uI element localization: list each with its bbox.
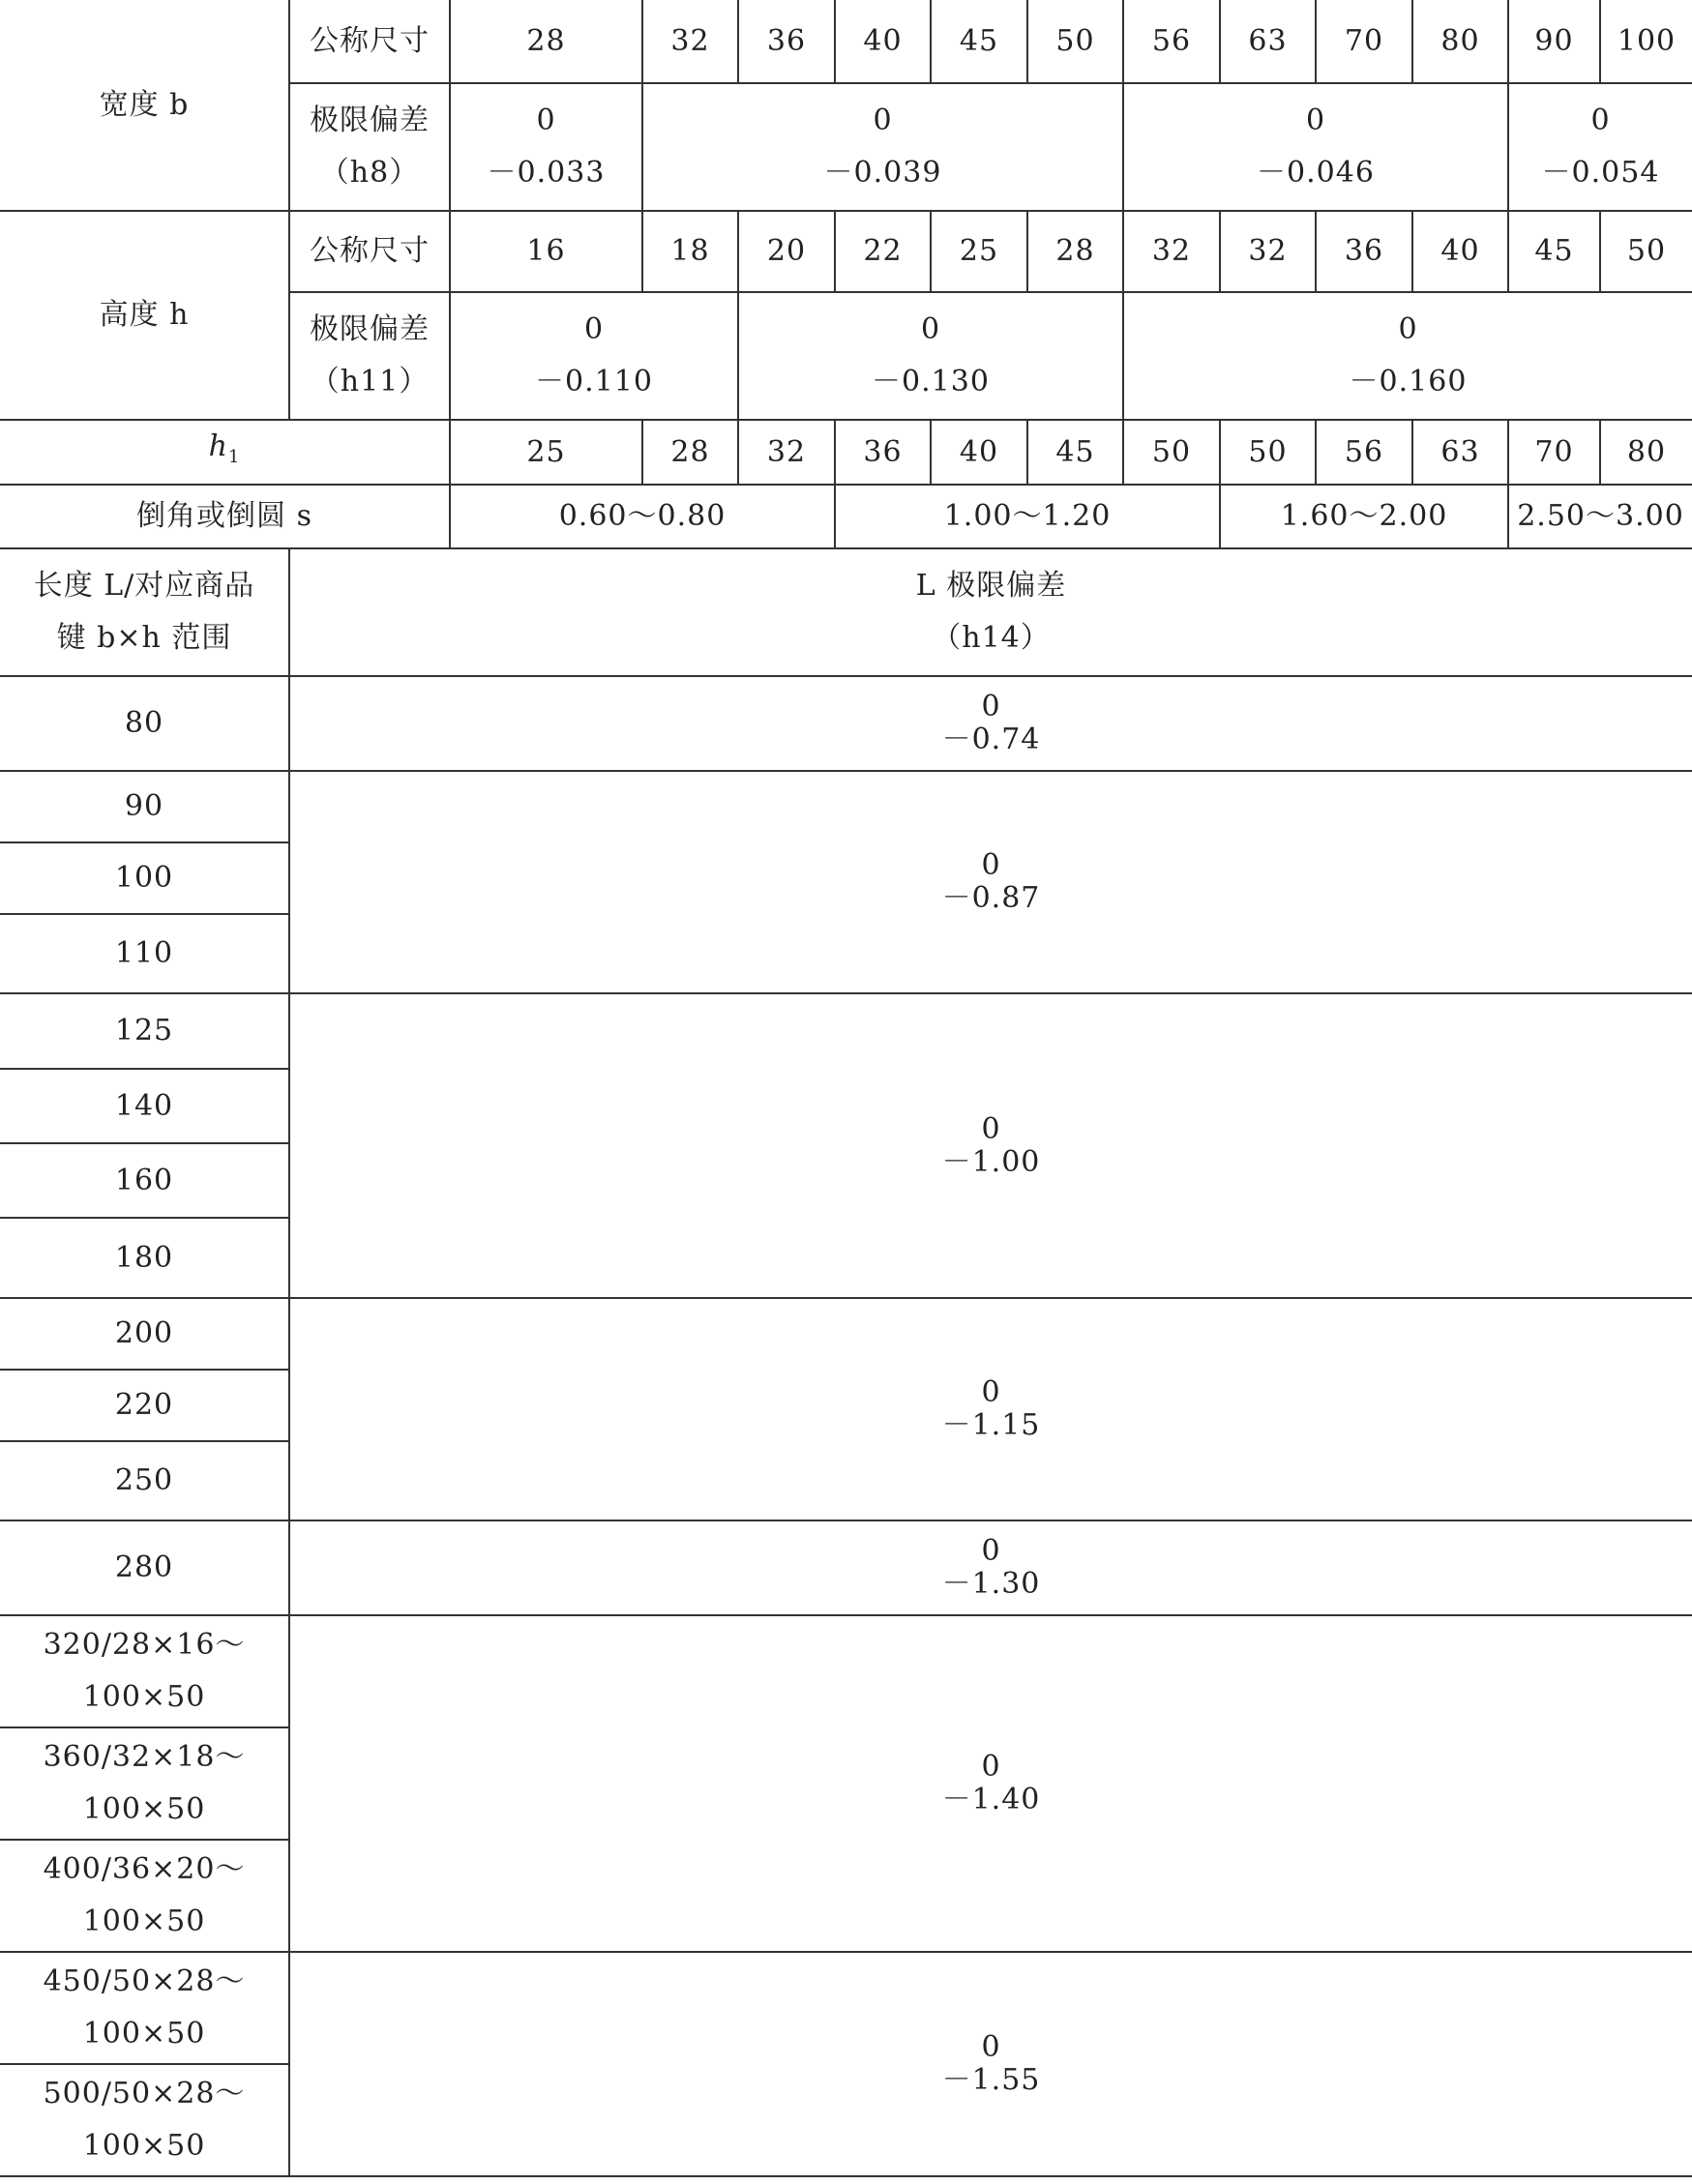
width-nominal-value: 80 xyxy=(1412,0,1508,83)
height-nominal-value: 40 xyxy=(1412,211,1508,292)
length-groups xyxy=(0,676,1692,2176)
length-value: 100 xyxy=(0,842,289,914)
h1-value: 25 xyxy=(450,420,642,485)
length-value: 320/28×16～ 100×50 xyxy=(0,1615,289,1727)
length-value: 160 xyxy=(0,1143,289,1218)
width-nominal-value: 50 xyxy=(1027,0,1123,83)
width-nominal-value: 36 xyxy=(738,0,835,83)
h1-value: 28 xyxy=(642,420,738,485)
length-value: 200 xyxy=(0,1298,289,1370)
length-value: 500/50×28～ 100×50 xyxy=(0,2064,289,2176)
h1-value: 32 xyxy=(738,420,835,485)
length-value: 400/36×20～ 100×50 xyxy=(0,1840,289,1952)
length-value: 250 xyxy=(0,1441,289,1520)
width-tolerance-label: 极限偏差 （h8） xyxy=(289,83,450,211)
height-nominal-value: 45 xyxy=(1508,211,1600,292)
height-nominal-value: 20 xyxy=(738,211,835,292)
height-tolerance-group: 0 －0.110 xyxy=(450,292,738,420)
length-value: 80 xyxy=(0,676,289,771)
h1-value: 36 xyxy=(835,420,931,485)
width-tolerance-group: 0 －0.033 xyxy=(450,83,642,211)
width-nominal-value: 40 xyxy=(835,0,931,83)
height-tolerance-label: 极限偏差 （h11） xyxy=(289,292,450,420)
length-value: 110 xyxy=(0,914,289,993)
width-tolerance-group: 0 －0.039 xyxy=(642,83,1123,211)
length-tolerance-group: 0 －0.87 xyxy=(289,771,1692,993)
height-nominal-value: 18 xyxy=(642,211,738,292)
h1-value: 70 xyxy=(1508,420,1600,485)
height-nominal-label: 公称尺寸 xyxy=(289,211,450,292)
width-nominal-value: 32 xyxy=(642,0,738,83)
height-nominal-value: 25 xyxy=(931,211,1027,292)
length-value: 220 xyxy=(0,1370,289,1441)
length-tolerance-header: L 极限偏差 （h14） xyxy=(289,548,1692,676)
height-nominal-value: 32 xyxy=(1220,211,1316,292)
length-tolerance-group: 0 －0.74 xyxy=(289,676,1692,771)
width-nominal-value: 28 xyxy=(450,0,642,83)
height-tolerance-group: 0 －0.160 xyxy=(1123,292,1692,420)
height-row-label: 高度 h xyxy=(0,211,289,420)
length-tolerance-group: 0 －1.00 xyxy=(289,993,1692,1298)
length-value: 360/32×18～ 100×50 xyxy=(0,1727,289,1840)
height-nominal-value: 16 xyxy=(450,211,642,292)
height-tolerance-group: 0 －0.130 xyxy=(738,292,1123,420)
width-row-label: 宽度 b xyxy=(0,0,289,211)
chamfer-range: 1.00～1.20 xyxy=(835,485,1220,548)
h1-row-label: $h_1$ xyxy=(0,420,450,485)
width-tolerance-group: 0 －0.046 xyxy=(1123,83,1508,211)
width-nominal-value: 45 xyxy=(931,0,1027,83)
chamfer-row-label: 倒角或倒圆 s xyxy=(0,485,450,548)
h1-value: 56 xyxy=(1316,420,1412,485)
height-nominal-value: 36 xyxy=(1316,211,1412,292)
width-nominal-value: 90 xyxy=(1508,0,1600,83)
length-value: 280 xyxy=(0,1520,289,1615)
h1-value: 45 xyxy=(1027,420,1123,485)
length-value: 180 xyxy=(0,1218,289,1298)
h1-value: 63 xyxy=(1412,420,1508,485)
h1-value: 50 xyxy=(1123,420,1220,485)
length-tolerance-group: 0 －1.55 xyxy=(289,1952,1692,2176)
length-value: 90 xyxy=(0,771,289,842)
width-nominal-value: 63 xyxy=(1220,0,1316,83)
h1-value: 40 xyxy=(931,420,1027,485)
length-value: 140 xyxy=(0,1069,289,1143)
width-nominal-value: 100 xyxy=(1600,0,1692,83)
chamfer-range: 2.50～3.00 xyxy=(1508,485,1692,548)
width-tolerance-group: 0 －0.054 xyxy=(1508,83,1692,211)
length-header-label: 长度 L/对应商品 键 b×h 范围 xyxy=(0,548,289,676)
chamfer-range: 0.60～0.80 xyxy=(450,485,835,548)
height-nominal-value: 32 xyxy=(1123,211,1220,292)
length-tolerance-group: 0 －1.15 xyxy=(289,1298,1692,1520)
height-nominal-value: 22 xyxy=(835,211,931,292)
width-nominal-value: 56 xyxy=(1123,0,1220,83)
length-value: 450/50×28～ 100×50 xyxy=(0,1952,289,2064)
h1-value: 50 xyxy=(1220,420,1316,485)
chamfer-range: 1.60～2.00 xyxy=(1220,485,1508,548)
length-tolerance-group: 0 －1.40 xyxy=(289,1615,1692,1952)
length-value: 125 xyxy=(0,993,289,1069)
length-tolerance-group: 0 －1.30 xyxy=(289,1520,1692,1615)
width-nominal-label: 公称尺寸 xyxy=(289,0,450,83)
width-nominal-value: 70 xyxy=(1316,0,1412,83)
h1-value: 80 xyxy=(1600,420,1692,485)
height-nominal-value: 28 xyxy=(1027,211,1123,292)
height-nominal-value: 50 xyxy=(1600,211,1692,292)
